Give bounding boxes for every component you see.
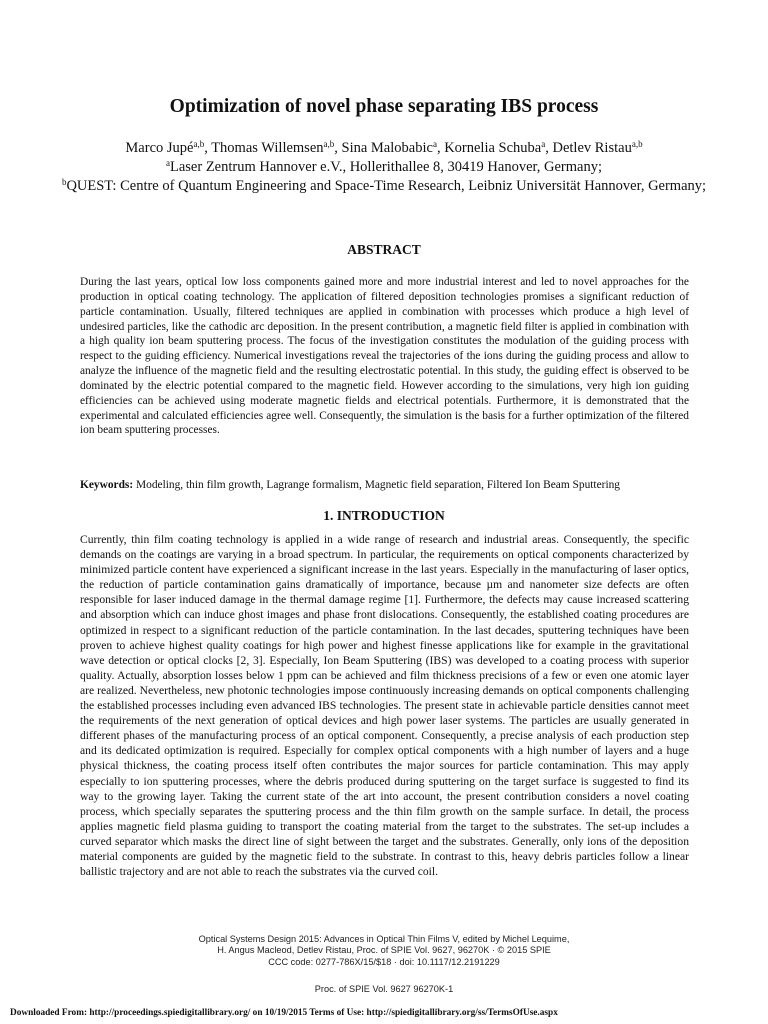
author-block	[60, 139, 708, 196]
author-4: Kornelia Schuba$^a$,	[444, 139, 553, 156]
abstract-text: During the last years, optical low loss components gained more and more industrial interest and led to novel approaches for the production in optical coating technology. The application of filtered deposition technologies promises a significant reduction of particle contamination. Usually, filtered techniques are applied in combination with processes which produce a high level of undesired particles, like the cathodic arc deposition. In the present contribution, a magnetic field filter is applied in combination with a high quality ion beam sputtering process. The focus of the investigation constitutes the modulation of the guiding process with respect to the guiding efficiency. Numerical investigations reveal the trajectories of the ions during the guiding process and allow to analyze the influence of the magnetic field and the resulting electrostatic potential. In this study, the guiding effect is observed to be dominated by the electric potential compared to the magnetic field. However according to the simulations, very high ion guiding efficiencies can be achieved using moderate magnetic fields and electrical potentials. Furthermore, it is demonstrated that the experimental and calculated efficiencies agree well. Consequently, the simulation is the basis for a further optimization of the filtered ion beam sputtering processes.	[80, 276, 689, 437]
keywords-line	[80, 479, 720, 491]
author-2: Thomas Willemsen$^{a,b}$,	[211, 139, 342, 156]
affiliation-b: $^b$QUEST: Centre of Quantum Engineering and Space-Time Research, Leibniz Universität Hannover, Germany;	[61, 177, 707, 194]
author-1: Marco Jupé$^{a,b}$,	[125, 139, 212, 156]
keywords-text: Modeling, thin film growth, Lagrange formalism, Magnetic field separation, Filtered Ion Beam Sputtering	[136, 479, 621, 491]
paper-title: Optimization of novel phase separating IBS process	[169, 96, 599, 117]
footer-line-3: CCC code: 0277-786X/15/$18 · doi: 10.1117/12.2191229	[268, 956, 500, 967]
author-3: Sina Malobabic$^a$,	[341, 139, 445, 156]
download-notice: Downloaded From: http://proceedings.spiedigitallibrary.org/ on 10/19/2015 Terms of Use: http://spiedigitallibrary.org/ss/TermsOfUse.aspx	[10, 1008, 558, 1018]
footer-line-2: H. Angus Macleod, Detlev Ristau, Proc. of SPIE Vol. 9627, 96270K · © 2015 SPIE	[217, 945, 551, 956]
affiliation-a: $^a$Laser Zentrum Hannover e.V., Hollerithallee 8, 30419 Hanover, Germany;	[166, 158, 602, 175]
introduction-text: Currently, thin film coating technology is applied in a wide range of research and industrial areas. Consequently, the specific demands on the coatings are varying in a broad spectrum. In particular, the requirements on optical components characterized by minimized particle content have experienced a significant increase in the last years. Especially in the manufacturing of laser optics, the reduction of particle contamination gains dramatically of importance, because µm and nanometer size defects are often responsible for laser induced damage in the thermal damage regime [1]. Furthermore, the defects may cause increased scattering and absorption which can induce ghost images and phase front dislocations. Consequently, the established coating procedures are optimized in respect to a significant reduction of the particle contamination. In the last decades, sputtering techniques have been proven to achieve highest quality coatings for high power and highest finesse applications like for example in the gravitational wave detection or optical clocks [2, 3]. Especially, Ion Beam Sputtering (IBS) was developed to a coating process with superior quality. Actually, absorption losses below 1 ppm can be achieved and film thickness precisions of a few or even one atomic layer are realized. Nevertheless, new photonic technologies impose continuously increasing demands on optical components challenging the established processes including even advanced IBS technologies. The present state in achievable particle densities cannot meet the requirements of the next generation of optical devices and high power laser systems. The particles are usually generated in different phases of the manufacturing process of an optical component. Consequently, a precise analysis of each production step and its dedicated optimization is required. Especially for complex optical components with a high number of layers and a huge physical thickness, the coating process itself often contributes the major sources for particle contamination. This may apply especially to ion sputtering processes, where the debris produced during sputtering on the target surface is suggested to find its way to the growing layer. Taking the current state of the art into account, the present contribution considers a novel coating process, which specially separates the sputtering process and the thin film growth on the sample surface. In detail, the process applies magnetic field plasma guiding to transport the coating material from the target to the substrates. The set-up includes a curved separator which masks the direct line of sight between the target and the substrates. Generally, only ions of the deposition material components are guided by the magnetic field to the substrate. In contrast to this, heavy debris particles follow a linear ballistic trajectory and are not able to reach the substrates via the curved coil.	[80, 533, 689, 879]
abstract-heading: ABSTRACT	[347, 242, 421, 257]
page-reference: Proc. of SPIE Vol. 9627 96270K-1	[314, 984, 454, 994]
keywords-label: Keywords:	[80, 479, 134, 491]
author-list	[60, 139, 708, 158]
publication-footer	[0, 934, 768, 968]
introduction-heading: 1. INTRODUCTION	[323, 508, 445, 523]
author-5: Detlev Ristau$^{a,b}$	[552, 139, 643, 156]
footer-line-1: Optical Systems Design 2015: Advances in Optical Thin Films V, edited by Michel Lequime,	[198, 934, 570, 944]
